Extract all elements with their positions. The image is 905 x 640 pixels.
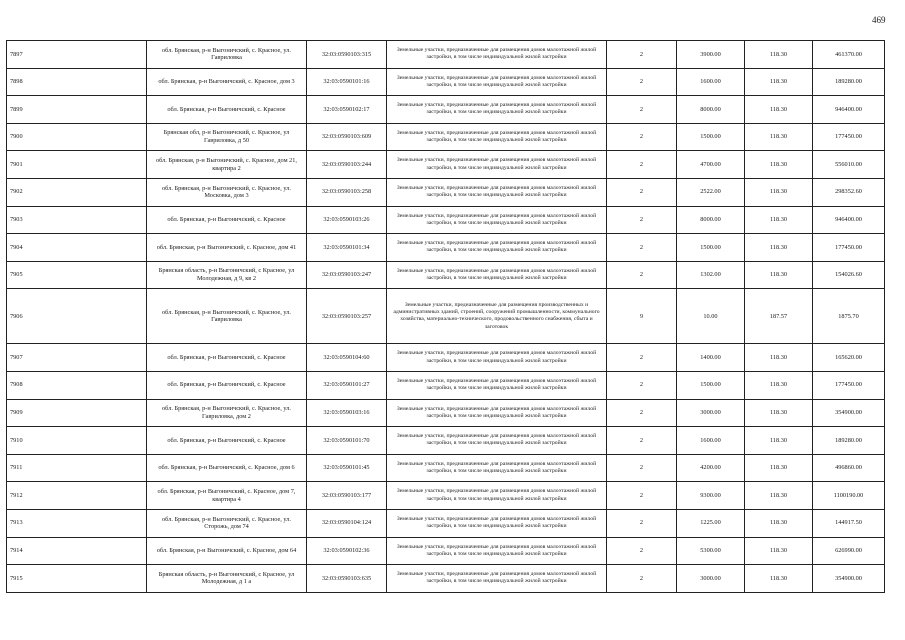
table-row [7, 68, 885, 96]
cell-value: 556010.00 [813, 151, 885, 179]
cell-rate: 187.57 [745, 289, 813, 344]
cell-area: 5300.00 [677, 537, 745, 565]
cell-purpose: Земельные участки, предназначенные для размещения домов малоэтажной жилой застройки, в том числе индивидуальной жилой застройки [387, 371, 607, 399]
cell-rate: 118.30 [745, 565, 813, 593]
cell-num: 7905 [7, 261, 147, 289]
table-row [7, 151, 885, 179]
cell-area: 1500.00 [677, 371, 745, 399]
cell-group: 2 [607, 96, 677, 124]
table-row [7, 96, 885, 124]
cell-num: 7909 [7, 399, 147, 427]
cell-value: 1100190.00 [813, 482, 885, 510]
cell-purpose: Земельные участки, предназначенные для размещения домов малоэтажной жилой застройки, в том числе индивидуальной жилой застройки [387, 206, 607, 234]
cell-cadastral: 32:03:0590103:26 [307, 206, 387, 234]
cell-cadastral: 32:03:0590103:258 [307, 178, 387, 206]
cell-cadastral: 32:03:0590101:34 [307, 234, 387, 262]
cell-value: 154026.60 [813, 261, 885, 289]
table-row [7, 261, 885, 289]
cell-area: 1500.00 [677, 234, 745, 262]
cell-group: 2 [607, 565, 677, 593]
cell-cadastral: 32:03:0590103:244 [307, 151, 387, 179]
cell-purpose: Земельные участки, предназначенные для размещения домов малоэтажной жилой застройки, в том числе индивидуальной жилой застройки [387, 234, 607, 262]
cell-cadastral: 32:03:0590103:609 [307, 123, 387, 151]
cell-address: обл. Брянская, р-н Выгоничский, с. Красное, дом 3 [147, 68, 307, 96]
cell-rate: 118.30 [745, 509, 813, 537]
cell-value: 165620.00 [813, 344, 885, 372]
cell-purpose: Земельные участки, предназначенные для размещения домов малоэтажной жилой застройки, в том числе индивидуальной жилой застройки [387, 123, 607, 151]
cell-area: 8000.00 [677, 206, 745, 234]
cell-rate: 118.30 [745, 41, 813, 69]
cell-area: 1600.00 [677, 427, 745, 455]
table-row [7, 565, 885, 593]
cell-cadastral: 32:03:0590103:177 [307, 482, 387, 510]
cell-address: обл. Брянская, р-н Выгоничский, с. Красное, дом 7, квартира 4 [147, 482, 307, 510]
cell-value: 626990.00 [813, 537, 885, 565]
cell-rate: 118.30 [745, 206, 813, 234]
cell-value: 354900.00 [813, 565, 885, 593]
cell-cadastral: 32:03:0590101:16 [307, 68, 387, 96]
cell-cadastral: 32:03:0590101:27 [307, 371, 387, 399]
cell-value: 1875.70 [813, 289, 885, 344]
cell-area: 1500.00 [677, 123, 745, 151]
cell-group: 2 [607, 399, 677, 427]
cell-area: 10.00 [677, 289, 745, 344]
cell-cadastral: 32:03:0590103:635 [307, 565, 387, 593]
cell-rate: 118.30 [745, 234, 813, 262]
cell-num: 7900 [7, 123, 147, 151]
cell-address: Брянская область, р-н Выгоничский, с Красное, ул Молодежная, д 1 а [147, 565, 307, 593]
table-row [7, 482, 885, 510]
page-number: 469 [872, 15, 886, 25]
cell-num: 7908 [7, 371, 147, 399]
cell-group: 2 [607, 509, 677, 537]
cell-num: 7911 [7, 454, 147, 482]
table-row [7, 509, 885, 537]
cell-cadastral: 32:03:0590104:60 [307, 344, 387, 372]
cell-value: 354900.00 [813, 399, 885, 427]
cell-address: обл. Брянская, р-н Выгоничский, с. Красное, ул. Сторожь, дом 74 [147, 509, 307, 537]
cell-value: 461370.00 [813, 41, 885, 69]
cell-area: 2522.00 [677, 178, 745, 206]
cell-area: 4200.00 [677, 454, 745, 482]
cell-group: 2 [607, 206, 677, 234]
cell-address: обл. Брянская, р-н Выгоничский, с. Красное, ул. Гавриловка, дом 2 [147, 399, 307, 427]
cell-rate: 118.30 [745, 68, 813, 96]
cell-rate: 118.30 [745, 261, 813, 289]
cell-area: 3000.00 [677, 565, 745, 593]
cell-cadastral: 32:03:0590104:124 [307, 509, 387, 537]
cell-num: 7913 [7, 509, 147, 537]
cell-group: 2 [607, 123, 677, 151]
cell-area: 8000.00 [677, 96, 745, 124]
cell-num: 7899 [7, 96, 147, 124]
cell-cadastral: 32:03:0590102:36 [307, 537, 387, 565]
cell-group: 2 [607, 482, 677, 510]
cell-num: 7906 [7, 289, 147, 344]
cell-address: обл. Брянская, р-н Выгоничский, с. Красное, ул. Гавриловка [147, 289, 307, 344]
cell-value: 177450.00 [813, 123, 885, 151]
cell-cadastral: 32:03:0590103:16 [307, 399, 387, 427]
table-row [7, 537, 885, 565]
cell-rate: 118.30 [745, 537, 813, 565]
cell-address: обл. Брянская, р-н Выгоничский, с. Красное [147, 206, 307, 234]
cell-purpose: Земельные участки, предназначенные для размещения домов малоэтажной жилой застройки, в том числе индивидуальной жилой застройки [387, 509, 607, 537]
cell-cadastral: 32:03:0590101:45 [307, 454, 387, 482]
cell-num: 7910 [7, 427, 147, 455]
cell-address: обл. Брянская, р-н Выгоничский, с. Красное, дом 6 [147, 454, 307, 482]
table-row [7, 454, 885, 482]
cell-num: 7903 [7, 206, 147, 234]
cell-purpose: Земельные участки, предназначенные для размещения домов малоэтажной жилой застройки, в том числе индивидуальной жилой застройки [387, 482, 607, 510]
cell-group: 2 [607, 371, 677, 399]
cell-rate: 118.30 [745, 454, 813, 482]
table-row [7, 399, 885, 427]
cell-area: 3000.00 [677, 399, 745, 427]
table-row [7, 234, 885, 262]
table-row [7, 344, 885, 372]
cell-rate: 118.30 [745, 96, 813, 124]
cell-cadastral: 32:03:0590103:315 [307, 41, 387, 69]
cell-group: 2 [607, 344, 677, 372]
cell-rate: 118.30 [745, 123, 813, 151]
cell-group: 2 [607, 537, 677, 565]
cell-purpose: Земельные участки, предназначенные для размещения домов малоэтажной жилой застройки, в том числе индивидуальной жилой застройки [387, 96, 607, 124]
cell-purpose: Земельные участки, предназначенные для размещения домов малоэтажной жилой застройки, в том числе индивидуальной жилой застройки [387, 68, 607, 96]
cell-address: обл. Брянская, р-н Выгоничский, с. Красное, дом 41 [147, 234, 307, 262]
cell-value: 177450.00 [813, 371, 885, 399]
table-row [7, 289, 885, 344]
cell-group: 2 [607, 151, 677, 179]
cell-address: обл. Брянская, р-н Выгоничский, с. Красное [147, 371, 307, 399]
cell-value: 946400.00 [813, 96, 885, 124]
cell-rate: 118.30 [745, 427, 813, 455]
cell-num: 7914 [7, 537, 147, 565]
cell-value: 298352.60 [813, 178, 885, 206]
cell-group: 2 [607, 41, 677, 69]
cell-cadastral: 32:03:0590101:70 [307, 427, 387, 455]
cell-address: обл. Брянская, р-н Выгоничский, с. Красное, ул. Московка, дом 3 [147, 178, 307, 206]
table-body [7, 41, 885, 593]
cell-address: обл. Брянская, р-н Выгоничский, с. Красное, дом 21, квартира 2 [147, 151, 307, 179]
cell-area: 1600.00 [677, 68, 745, 96]
cell-value: 496860.00 [813, 454, 885, 482]
cell-value: 189280.00 [813, 427, 885, 455]
cell-address: обл. Брянская, р-н Выгоничский, с. Красное, дом 64 [147, 537, 307, 565]
table-row [7, 427, 885, 455]
cell-value: 189280.00 [813, 68, 885, 96]
table-row [7, 123, 885, 151]
cell-address: обл. Брянская, р-н Выгоничский, с. Красное, ул. Гавриловка [147, 41, 307, 69]
cell-area: 1225.00 [677, 509, 745, 537]
cell-purpose: Земельные участки, предназначенные для размещения домов малоэтажной жилой застройки, в том числе индивидуальной жилой застройки [387, 537, 607, 565]
cell-num: 7907 [7, 344, 147, 372]
cell-group: 2 [607, 178, 677, 206]
cell-rate: 118.30 [745, 482, 813, 510]
cell-purpose: Земельные участки, предназначенные для размещения домов малоэтажной жилой застройки, в том числе индивидуальной жилой застройки [387, 41, 607, 69]
table-row [7, 206, 885, 234]
cell-num: 7897 [7, 41, 147, 69]
cell-num: 7901 [7, 151, 147, 179]
cell-purpose: Земельные участки, предназначенные для размещения домов малоэтажной жилой застройки, в том числе индивидуальной жилой застройки [387, 565, 607, 593]
cell-address: Брянская обл, р-н Выгоничский, с. Красное, ул Гавриловка, д 50 [147, 123, 307, 151]
cell-num: 7898 [7, 68, 147, 96]
cell-group: 2 [607, 234, 677, 262]
cell-area: 9300.00 [677, 482, 745, 510]
cell-area: 1400.00 [677, 344, 745, 372]
cell-address: Брянская область, р-н Выгоничский, с Красное, ул Молодежная, д 9, кв 2 [147, 261, 307, 289]
cell-group: 9 [607, 289, 677, 344]
table-row [7, 178, 885, 206]
cell-rate: 118.30 [745, 151, 813, 179]
cell-purpose: Земельные участки, предназначенные для размещения домов малоэтажной жилой застройки, в том числе индивидуальной жилой застройки [387, 261, 607, 289]
cell-purpose: Земельные участки, предназначенные для размещения домов малоэтажной жилой застройки, в том числе индивидуальной жилой застройки [387, 151, 607, 179]
cell-purpose: Земельные участки, предназначенные для размещения домов малоэтажной жилой застройки, в том числе индивидуальной жилой застройки [387, 178, 607, 206]
cell-group: 2 [607, 427, 677, 455]
cell-rate: 118.30 [745, 178, 813, 206]
cell-purpose: Земельные участки, предназначенные для размещения домов малоэтажной жилой застройки, в том числе индивидуальной жилой застройки [387, 399, 607, 427]
table-row [7, 371, 885, 399]
cell-num: 7915 [7, 565, 147, 593]
cell-num: 7912 [7, 482, 147, 510]
cell-area: 4700.00 [677, 151, 745, 179]
table-row [7, 41, 885, 69]
land-registry-table [6, 40, 885, 593]
cell-area: 1302.00 [677, 261, 745, 289]
cell-purpose: Земельные участки, предназначенные для размещения домов малоэтажной жилой застройки, в том числе индивидуальной жилой застройки [387, 344, 607, 372]
cell-value: 177450.00 [813, 234, 885, 262]
cell-num: 7904 [7, 234, 147, 262]
cell-num: 7902 [7, 178, 147, 206]
cell-group: 2 [607, 454, 677, 482]
cell-cadastral: 32:03:0590103:247 [307, 261, 387, 289]
cell-address: обл. Брянская, р-н Выгоничский, с. Красное [147, 427, 307, 455]
cell-purpose: Земельные участки, предназначенные для размещения домов малоэтажной жилой застройки, в том числе индивидуальной жилой застройки [387, 454, 607, 482]
cell-purpose: Земельные участки, предназначенные для размещения домов малоэтажной жилой застройки, в том числе индивидуальной жилой застройки [387, 427, 607, 455]
cell-value: 946400.00 [813, 206, 885, 234]
cell-address: обл. Брянская, р-н Выгоничский, с. Красное [147, 344, 307, 372]
cell-rate: 118.30 [745, 371, 813, 399]
cell-value: 144917.50 [813, 509, 885, 537]
cell-rate: 118.30 [745, 399, 813, 427]
cell-area: 3900.00 [677, 41, 745, 69]
cell-cadastral: 32:03:0590103:257 [307, 289, 387, 344]
cell-purpose: Земельные участки, предназначенные для размещения производственных и административных зданий, строений, сооружений промышленности, коммунального хозяйства, материально-технического, продовольственного снабжения, сбыта и заготовок [387, 289, 607, 344]
cell-group: 2 [607, 68, 677, 96]
cell-group: 2 [607, 261, 677, 289]
cell-cadastral: 32:03:0590102:17 [307, 96, 387, 124]
cell-rate: 118.30 [745, 344, 813, 372]
cell-address: обл. Брянская, р-н Выгоничский, с. Красное [147, 96, 307, 124]
